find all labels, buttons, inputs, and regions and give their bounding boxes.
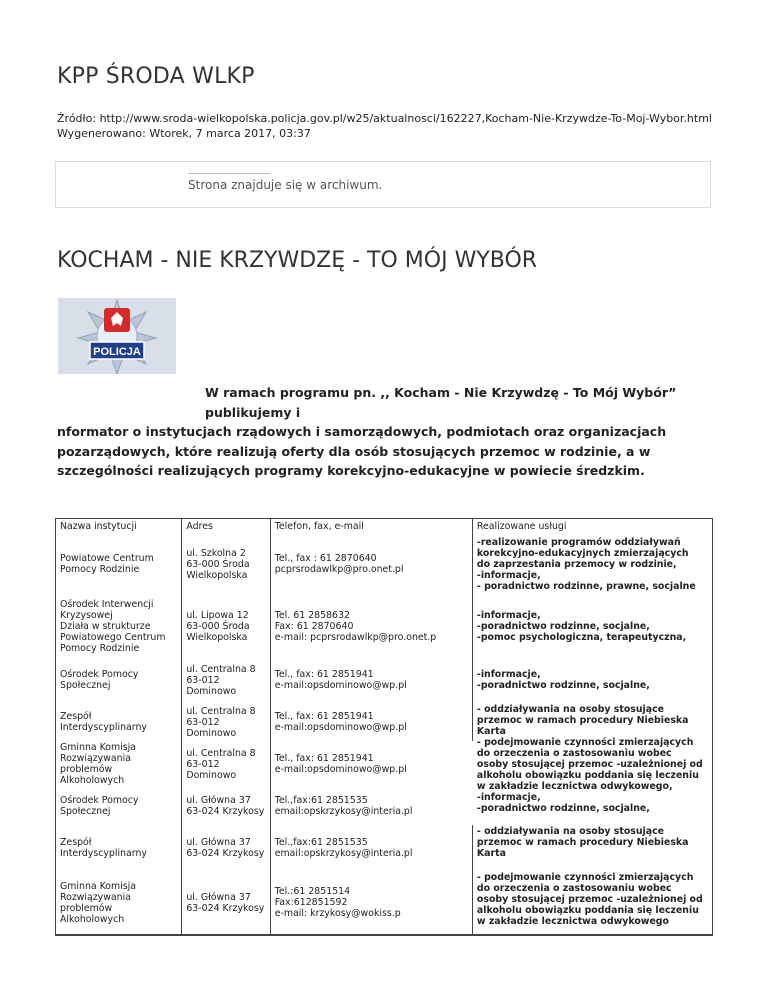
institution-services: -informacje, -poradnictwo rodzinne, socjalne, [476,669,650,691]
institution-name: Ośrodek Pomocy Społecznej [56,657,182,703]
table-row [56,657,713,703]
institution-services: -informacje, -poradnictwo rodzinne, socjalne, -pomoc psychologiczna, terapeutyczna, [476,609,687,643]
institution-address: ul. Centralna 8 63-012 Dominowo [182,703,270,741]
table-row [56,533,713,595]
institution-services: - oddziaływania na osoby stosujące przemoc w ramach procedury Niebieska Karta [476,826,689,859]
institution-name: Zespół Interdyscyplinarny [56,703,182,741]
institution-contact: Tel.:61 2851514 Fax:612851592 e-mail: krzykosy@wokiss.p [270,871,472,935]
institution-address: ul. Główna 37 63-024 Krzykosy [182,825,270,871]
policja-logo-icon [58,298,176,374]
institution-contact: Tel., fax: 61 2851941 e-mail:opsdominowo@wp.pl [270,657,472,703]
institution-address: ul. Centralna 8 63-012 Dominowo [182,741,270,787]
institution-name: Gminna Komisja Rozwiązywania problemów Alkoholowych [56,741,182,787]
institution-contact: Tel.,fax:61 2851535 email:opskrzykosy@interia.pl [270,825,472,871]
site-title: KPP ŚRODA WLKP [57,64,255,89]
archive-message: Strona znajduje się w archiwum. [188,178,383,192]
intro-rest: nformator o instytucjach rządowych i samorządowych, podmiotach oraz organizacjach pozarządowych, które realizują oferty dla osób stosujących przemoc w rodzinie, a w szczególności realizujących programy korekcyjno-edukacyjne w powiecie średzkim. [57,424,667,478]
archive-divider [188,173,270,174]
institution-services: - oddziaływania na osoby stosujące przemoc w ramach procedury Niebieska Karta - podejmowanie czynności zmierzających do orzeczenia o zastosowaniu wobec osoby stosującej przemoc -uzależnionej od alkoholu obowiązku poddania się leczeniu w zakładzie lecznictwa odwykowego, -informacje, -poradnictwo rodzinne, socjalne, [476,704,703,814]
institution-name: Zespół Interdyscyplinarny [56,825,182,871]
institution-contact: Tel., fax: 61 2851941 e-mail:opsdominowo@wp.pl [274,753,407,775]
archive-notice [55,161,711,208]
article-title: KOCHAM - NIE KRZYWDZĘ - TO MÓJ WYBÓR [57,248,538,273]
generated-date: Wygenerowano: Wtorek, 7 marca 2017, 03:37 [57,127,311,140]
header-contact: Telefon, fax, e-mail [270,519,472,534]
institution-name: Ośrodek Interwencji Kryzysowej Działa w strukturze Powiatowego Centrum Pomocy Rodzinie [56,595,182,657]
header-services: Realizowane usługi [476,521,567,532]
institution-address: ul. Szkolna 2 63-000 Środa Wielkopolska [182,533,270,595]
logo-label: POLICJA [93,346,141,358]
article-intro [57,383,713,481]
institution-name: Powiatowe Centrum Pomocy Rodzinie [56,533,182,595]
table-header-row [56,519,713,534]
source-url: Źródło: http://www.sroda-wielkopolska.policja.gov.pl/w25/aktualnosci/162227,Kocham-Nie-Krzywdze-To-Moj-Wybor.html [57,112,712,125]
institution-address: ul. Główna 37 63-024 Krzykosy [182,871,270,935]
institution-services: - podejmowanie czynności zmierzających do orzeczenia o zastosowaniu wobec osoby stosującej przemoc -uzależnionej od alkoholu obowiązku poddania się leczeniu w zakładzie lecznictwa odwykowego [476,872,703,927]
institution-contact: Tel.,fax:61 2851535 email:opskrzykosy@interia.pl [274,795,413,817]
institution-address: ul. Główna 37 63-024 Krzykosy [182,787,270,825]
institution-name: Gminna Komisja Rozwiązywania problemów Alkoholowych [56,871,182,935]
institution-address: ul. Centralna 8 63-012 Dominowo [182,657,270,703]
institution-name: Ośrodek Pomocy Społecznej [56,787,182,825]
institution-address: ul. Lipowa 12 63-000 Środa Wielkopolska [182,595,270,657]
header-name: Nazwa instytucji [56,519,182,534]
header-address: Adres [182,519,270,534]
institution-contact: Tel., fax : 61 2870640 pcprsrodawlkp@pro.onet.pl [270,533,472,595]
table-row [56,595,713,657]
intro-line-1: W ramach programu pn. ,, Kocham - Nie Krzywdzę - To Mój Wybór” publikujemy i [205,385,677,420]
table-row [56,825,713,871]
print-meta [57,111,712,141]
institutions-table [55,518,713,936]
table-row [56,871,713,935]
institution-contact: Tel., fax: 61 2851941 e-mail:opsdominowo@wp.pl [270,703,472,741]
institution-services: -realizowanie programów oddziaływań korekcyjno-edukacyjnych zmierzających do zaprzestania przemocy w rodzinie, -informacje, - poradnictwo rodzinne, prawne, socjalne [476,536,696,592]
table-row [56,703,713,741]
institution-contact: Tel. 61 2858632 Fax: 61 2870640 e-mail: pcprsrodawlkp@pro.onet.p [270,595,472,657]
